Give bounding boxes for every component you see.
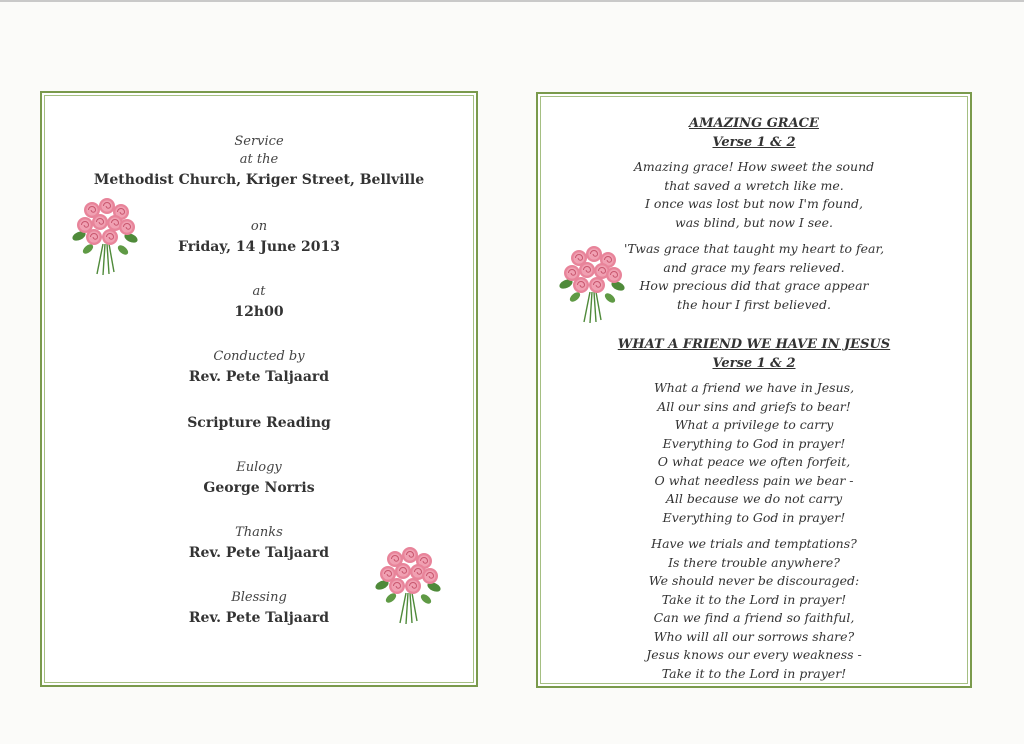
eulogy-by: George Norris [203, 480, 315, 496]
stanza [538, 379, 970, 527]
lyric-line: All our sins and griefs to bear! [657, 398, 851, 414]
lyric-line: Everything to God in prayer! [662, 435, 846, 451]
lyric-line: 'Twas grace that taught my heart to fear, [623, 241, 885, 256]
thanks-label: Thanks [235, 525, 283, 540]
scripture-block [42, 414, 476, 432]
conducted-block [42, 348, 476, 386]
rose-bouquet-icon [70, 196, 140, 276]
lyric-line: We should never be discouraged: [648, 573, 860, 588]
hymn-verse-ref: Verse 1 & 2 [712, 135, 796, 150]
lyric-line: Jesus knows our every weakness - [646, 647, 862, 662]
lyric-line: the hour I first believed. [677, 296, 831, 312]
conducted-by: Rev. Pete Taljaard [188, 369, 330, 385]
program-page [40, 91, 478, 687]
thanks-by: Rev. Pete Taljaard [188, 545, 330, 561]
time-block [42, 283, 476, 321]
lyric-line: O what needless pain we bear - [654, 472, 854, 488]
blessing-label: Blessing [231, 590, 287, 605]
lyric-line: O what peace we often forfeit, [657, 454, 851, 469]
eulogy-label: Eulogy [236, 460, 282, 475]
hymn-what-a-friend [538, 335, 970, 683]
lyric-line: that saved a wretch like me. [664, 177, 844, 193]
hymn-verse-ref: Verse 1 & 2 [712, 356, 796, 371]
service-label: Service [234, 134, 284, 149]
service-date: Friday, 14 June 2013 [178, 239, 340, 255]
rose-bouquet-icon [557, 244, 627, 324]
service-time: 12h00 [234, 304, 284, 320]
venue: Methodist Church, Kriger Street, Bellville [93, 172, 425, 188]
conducted-label: Conducted by [213, 349, 305, 364]
lyric-line: Have we trials and temptations? [651, 536, 857, 551]
lyric-line: Everything to God in prayer! [662, 509, 846, 525]
eulogy-block [42, 459, 476, 497]
at-the-label: at the [239, 152, 279, 167]
lyric-line: What a friend we have in Jesus, [653, 380, 855, 395]
lyric-line: Who will all our sorrows share? [653, 628, 855, 644]
scan-edge [0, 0, 1024, 2]
hymn-title: AMAZING GRACE [689, 116, 819, 131]
hymns-page [536, 92, 972, 688]
lyric-line: Can we find a friend so faithful, [653, 610, 855, 625]
lyric-line: How precious did that grace appear [639, 278, 869, 293]
stanza [538, 158, 970, 232]
on-label: on [250, 219, 268, 234]
lyric-line: What a privilege to carry [674, 417, 834, 432]
hymn-title: WHAT A FRIEND WE HAVE IN JESUS [617, 337, 891, 352]
lyric-line: was blind, but now I see. [675, 214, 833, 230]
stanza [538, 535, 970, 683]
lyric-line: and grace my fears relieved. [663, 259, 845, 275]
scripture-reading: Scripture Reading [187, 415, 331, 431]
rose-bouquet-icon [373, 545, 443, 625]
service-heading [42, 133, 476, 189]
blessing-by: Rev. Pete Taljaard [188, 610, 330, 626]
lyric-line: Amazing grace! How sweet the sound [633, 159, 875, 174]
lyric-line: Take it to the Lord in prayer! [661, 591, 847, 607]
lyric-line: Take it to the Lord in prayer! [661, 665, 847, 681]
lyric-line: Is there trouble anywhere? [668, 554, 840, 570]
at-label: at [252, 284, 266, 299]
lyric-line: I once was lost but now I'm found, [644, 196, 864, 211]
lyric-line: All because we do not carry [665, 491, 843, 506]
